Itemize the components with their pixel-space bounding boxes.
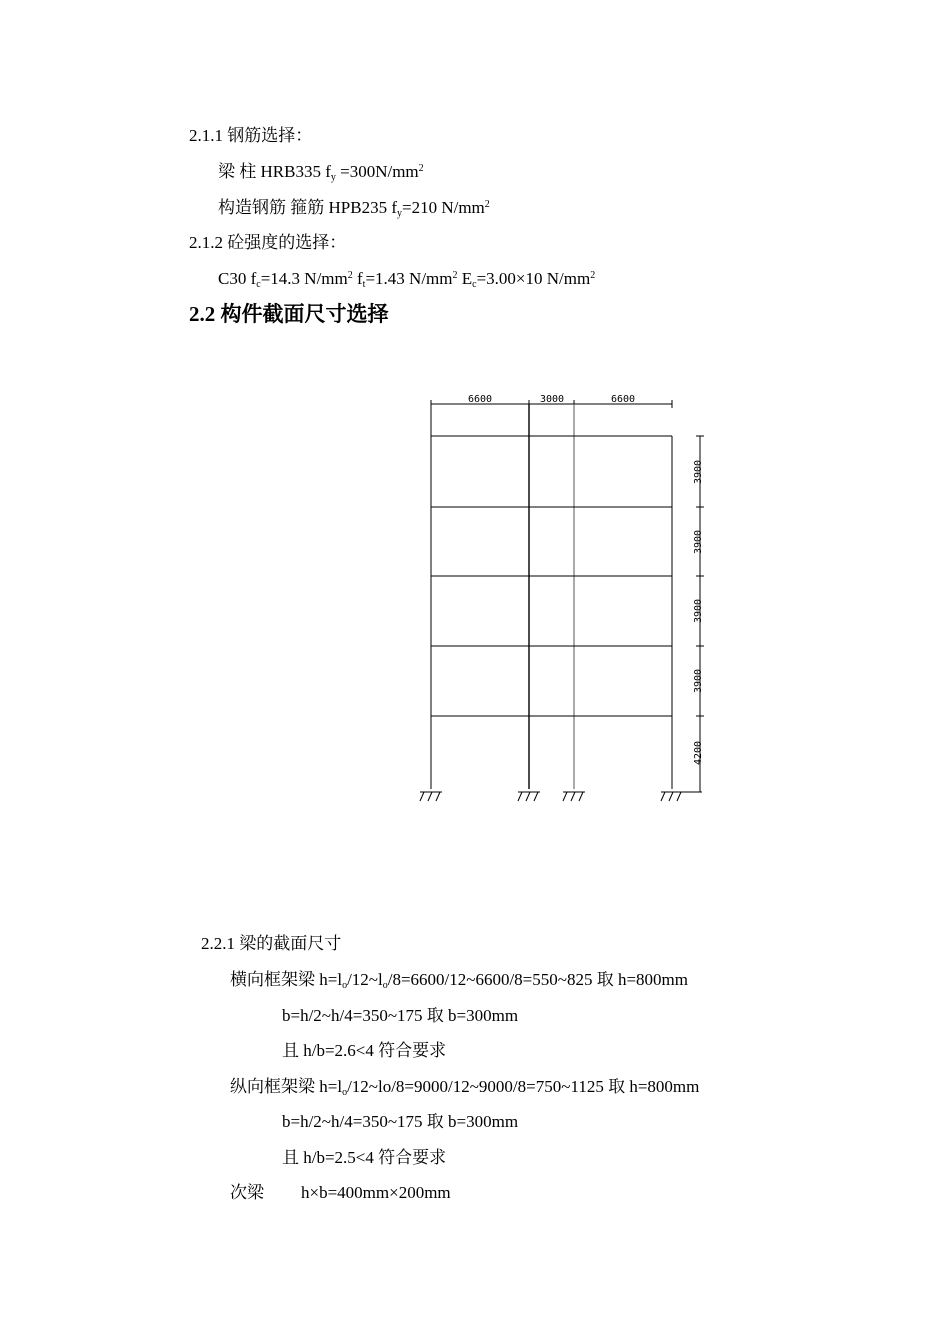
text-run: /12~lo/8=9000/12~9000/8=750~1125 取 h=800mm bbox=[347, 1077, 700, 1096]
text-run: /8=6600/12~6600/8=550~825 取 h=800mm bbox=[387, 970, 688, 989]
heading-2-2-1: 2.2.1 梁的截面尺寸 bbox=[201, 934, 342, 953]
concrete-c30-line bbox=[218, 269, 595, 289]
frame-elevation-diagram bbox=[410, 385, 710, 805]
span-dimension-label: 3000 bbox=[539, 394, 565, 405]
secondary-beam-value: h×b=400mm×200mm bbox=[301, 1183, 451, 1202]
secondary-beam-label: 次梁 bbox=[230, 1183, 264, 1202]
longitudinal-beam-check-line: 且 h/b=2.5<4 符合要求 bbox=[282, 1148, 447, 1167]
superscript: 2 bbox=[452, 270, 458, 281]
heading-2-2 bbox=[189, 302, 389, 326]
text-run: /12~l bbox=[347, 970, 383, 989]
heading-2-1-2: 2.1.2 砼强度的选择： bbox=[189, 233, 347, 252]
superscript: 2 bbox=[347, 270, 353, 281]
text-run: =14.3 N/mm bbox=[260, 269, 348, 288]
rebar-beam-column-line bbox=[218, 162, 424, 182]
subscript: y bbox=[330, 172, 336, 183]
fixed-support-icon bbox=[420, 792, 442, 801]
text-run: =300N/mm bbox=[335, 162, 419, 181]
subscript: c bbox=[472, 279, 477, 290]
transverse-beam-width-line: b=h/2~h/4=350~175 取 b=300mm bbox=[282, 1006, 519, 1025]
text-run: C30 f bbox=[218, 269, 257, 288]
text-run: 构造钢筋 箍筋 HPB235 f bbox=[218, 198, 397, 217]
text-run: =3.00×10 N/mm bbox=[476, 269, 591, 288]
subscript: o bbox=[342, 1087, 348, 1098]
text-run: 梁 柱 HRB335 f bbox=[218, 162, 331, 181]
heading-2-1-1: 2.1.1 钢筋选择： bbox=[189, 126, 313, 145]
rebar-stirrup-line bbox=[218, 198, 490, 218]
longitudinal-beam-width-line: b=h/2~h/4=350~175 取 b=300mm bbox=[282, 1112, 519, 1131]
text-run: =1.43 N/mm bbox=[365, 269, 453, 288]
subscript: y bbox=[396, 208, 402, 219]
superscript: 2 bbox=[418, 163, 424, 174]
storey-height-label: 3900 bbox=[693, 529, 704, 555]
text-run: E bbox=[457, 269, 473, 288]
fixed-support-icon bbox=[661, 792, 683, 801]
storey-height-label: 3900 bbox=[693, 598, 704, 624]
span-dimension-label: 6600 bbox=[610, 394, 636, 405]
subscript: c bbox=[256, 279, 261, 290]
heading-title: 构件截面尺寸选择 bbox=[220, 302, 389, 326]
subscript: t bbox=[362, 279, 366, 290]
text-run: 横向框架梁 h=l bbox=[230, 970, 343, 989]
text-run: 纵向框架梁 h=l bbox=[230, 1077, 343, 1096]
subscript: o bbox=[382, 980, 388, 991]
text-run: f bbox=[352, 269, 363, 288]
fixed-support-icon bbox=[518, 792, 540, 801]
heading-number: 2.2 bbox=[189, 302, 221, 326]
subscript: o bbox=[342, 980, 348, 991]
storey-height-label: 4200 bbox=[693, 740, 704, 766]
superscript: 2 bbox=[484, 199, 490, 210]
longitudinal-beam-height-line bbox=[230, 1077, 699, 1097]
storey-height-label: 3900 bbox=[693, 668, 704, 694]
transverse-beam-check-line: 且 h/b=2.6<4 符合要求 bbox=[282, 1041, 447, 1060]
storey-height-label: 3900 bbox=[693, 459, 704, 485]
span-dimension-label: 6600 bbox=[467, 394, 493, 405]
text-run: =210 N/mm bbox=[401, 198, 485, 217]
fixed-support-icon bbox=[563, 792, 585, 801]
transverse-beam-height-line bbox=[230, 970, 688, 990]
superscript: 2 bbox=[590, 270, 596, 281]
